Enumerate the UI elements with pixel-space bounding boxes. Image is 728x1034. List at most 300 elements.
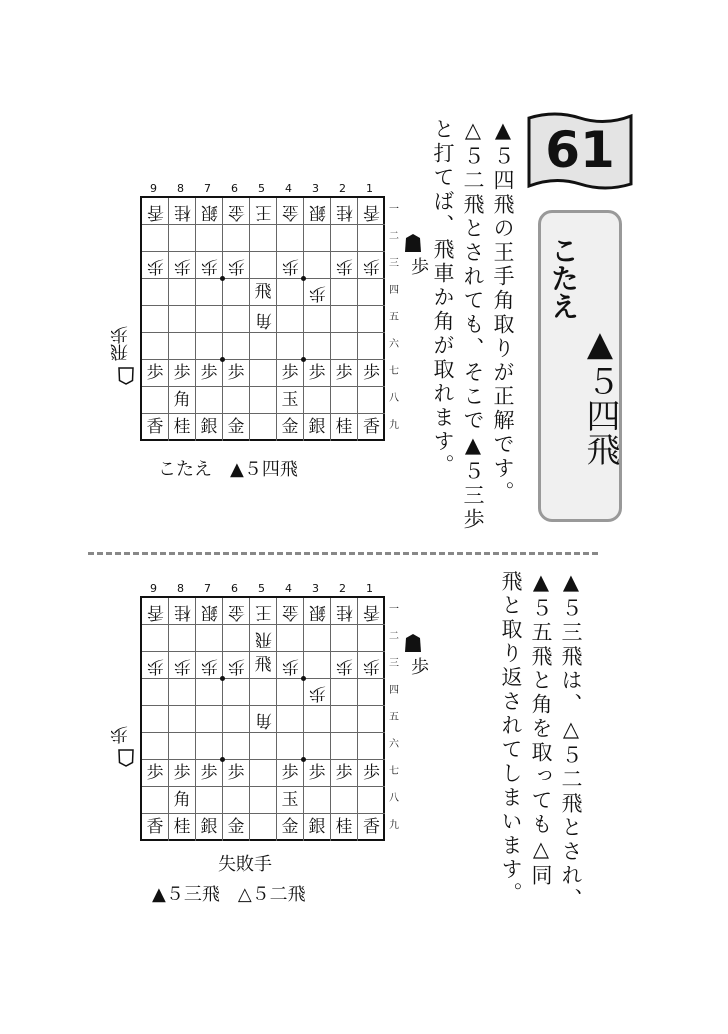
answer-label: こたえ bbox=[547, 236, 580, 320]
gote-hand-pieces: 飛歩 bbox=[110, 326, 131, 362]
board-square bbox=[196, 225, 223, 252]
sente-piece: 飛 bbox=[254, 655, 272, 675]
board-square bbox=[196, 387, 223, 414]
board-square bbox=[277, 306, 304, 333]
column-number: 4 bbox=[285, 582, 292, 595]
column-number: 6 bbox=[231, 582, 238, 595]
gote-piece: 銀 bbox=[200, 602, 218, 622]
board-square bbox=[169, 198, 196, 225]
gote-piece: 歩 bbox=[146, 656, 164, 676]
board-square bbox=[304, 625, 331, 652]
board-square bbox=[277, 733, 304, 760]
gote-piece: 歩 bbox=[308, 283, 326, 303]
gote-hand bbox=[112, 326, 134, 385]
board-square bbox=[196, 733, 223, 760]
board-square bbox=[142, 225, 169, 252]
board-square bbox=[169, 760, 196, 787]
board-square bbox=[142, 306, 169, 333]
board-square bbox=[250, 733, 277, 760]
board-square bbox=[169, 652, 196, 679]
bottom-explanation-line-1: ▲５三飛は、△５二飛とされ、 bbox=[559, 570, 583, 912]
gote-piece: 歩 bbox=[173, 256, 191, 276]
board-square bbox=[196, 787, 223, 814]
gote-piece: 桂 bbox=[335, 202, 353, 222]
sente-piece: 金 bbox=[281, 417, 299, 437]
sente-piece: 歩 bbox=[308, 363, 326, 383]
gote-piece: 歩 bbox=[173, 656, 191, 676]
board-square bbox=[358, 652, 385, 679]
board-square bbox=[358, 706, 385, 733]
board-square bbox=[304, 814, 331, 841]
sente-piece: 歩 bbox=[363, 363, 380, 383]
board-square bbox=[196, 760, 223, 787]
board-square bbox=[250, 625, 277, 652]
board-square bbox=[304, 787, 331, 814]
board-square bbox=[277, 652, 304, 679]
sente-piece: 角 bbox=[173, 390, 191, 410]
board-square bbox=[331, 333, 358, 360]
row-number: 一 bbox=[389, 604, 399, 615]
gote-piece: 金 bbox=[227, 202, 245, 222]
sente-piece: 歩 bbox=[227, 763, 245, 783]
row-number: 七 bbox=[389, 366, 399, 377]
sente-hand-pieces: 歩 bbox=[408, 657, 429, 675]
board-square bbox=[169, 814, 196, 841]
row-number: 九 bbox=[389, 420, 399, 431]
gote-piece-icon bbox=[118, 367, 134, 385]
sente-hand bbox=[405, 634, 427, 675]
sente-piece: 歩 bbox=[335, 763, 353, 783]
board-star-point bbox=[301, 357, 306, 362]
board-square bbox=[142, 333, 169, 360]
sente-piece: 歩 bbox=[200, 763, 218, 783]
gote-piece: 飛 bbox=[254, 629, 272, 649]
board-star-point bbox=[220, 357, 225, 362]
board-square bbox=[196, 306, 223, 333]
board-square bbox=[196, 360, 223, 387]
board-square bbox=[196, 625, 223, 652]
sente-piece: 金 bbox=[227, 417, 245, 437]
board-square bbox=[304, 679, 331, 706]
board-square bbox=[196, 679, 223, 706]
board-square bbox=[142, 279, 169, 306]
gote-piece-icon bbox=[118, 749, 134, 767]
board-square bbox=[250, 652, 277, 679]
sente-piece: 香 bbox=[146, 817, 164, 837]
board-square bbox=[277, 225, 304, 252]
board-square bbox=[304, 252, 331, 279]
sente-piece: 金 bbox=[281, 817, 299, 837]
gote-piece: 桂 bbox=[173, 202, 191, 222]
gote-hand bbox=[112, 726, 134, 767]
board-square bbox=[169, 306, 196, 333]
column-number: 2 bbox=[339, 182, 346, 195]
board-square bbox=[196, 706, 223, 733]
column-number: 3 bbox=[312, 582, 319, 595]
board-square bbox=[250, 198, 277, 225]
board-square bbox=[358, 733, 385, 760]
board-square bbox=[223, 760, 250, 787]
sente-piece-icon bbox=[405, 634, 421, 652]
board-square bbox=[250, 706, 277, 733]
board-square bbox=[169, 225, 196, 252]
board-square bbox=[331, 652, 358, 679]
row-number: 八 bbox=[389, 393, 399, 404]
board-square bbox=[277, 706, 304, 733]
board-square bbox=[331, 814, 358, 841]
board-square bbox=[169, 279, 196, 306]
board-star-point bbox=[301, 676, 306, 681]
board-square bbox=[250, 598, 277, 625]
column-number: 5 bbox=[258, 582, 265, 595]
sente-piece: 桂 bbox=[173, 817, 191, 837]
board-square bbox=[196, 279, 223, 306]
board-square bbox=[196, 198, 223, 225]
sente-piece: 歩 bbox=[335, 363, 353, 383]
board-square bbox=[277, 787, 304, 814]
board-square bbox=[196, 598, 223, 625]
board-square bbox=[142, 787, 169, 814]
gote-piece: 歩 bbox=[200, 656, 218, 676]
row-number: 六 bbox=[389, 339, 399, 350]
board-square bbox=[304, 733, 331, 760]
row-number: 三 bbox=[389, 658, 399, 669]
board-square bbox=[223, 706, 250, 733]
board-square bbox=[331, 706, 358, 733]
sente-piece: 歩 bbox=[200, 363, 218, 383]
row-number: 二 bbox=[389, 631, 399, 642]
failure-board-diagram bbox=[110, 582, 429, 842]
board-square bbox=[142, 387, 169, 414]
gote-piece: 銀 bbox=[308, 202, 326, 222]
board-square bbox=[142, 760, 169, 787]
gote-piece: 銀 bbox=[200, 202, 218, 222]
board-square bbox=[223, 652, 250, 679]
shogi-board bbox=[140, 196, 385, 441]
board-square bbox=[250, 679, 277, 706]
top-explanation-line-3: と打てば、飛車か角が取れます。 bbox=[431, 118, 455, 478]
board-square bbox=[250, 333, 277, 360]
gote-piece: 銀 bbox=[308, 602, 326, 622]
board-square bbox=[142, 814, 169, 841]
board-star-point bbox=[301, 757, 306, 762]
board-square bbox=[358, 360, 385, 387]
board-square bbox=[142, 414, 169, 441]
board-square bbox=[142, 652, 169, 679]
sente-piece: 角 bbox=[173, 790, 191, 810]
board-square bbox=[196, 652, 223, 679]
board-square bbox=[250, 279, 277, 306]
board-square bbox=[304, 198, 331, 225]
sente-piece: 香 bbox=[146, 417, 164, 437]
board-square bbox=[331, 733, 358, 760]
problem-number: 61 bbox=[545, 121, 615, 179]
board-square bbox=[358, 306, 385, 333]
board-square bbox=[223, 225, 250, 252]
gote-piece: 角 bbox=[254, 310, 272, 330]
gote-piece: 歩 bbox=[363, 256, 380, 276]
board-square bbox=[358, 333, 385, 360]
board-star-point bbox=[220, 276, 225, 281]
board-square bbox=[277, 279, 304, 306]
row-number: 五 bbox=[389, 712, 399, 723]
board-square bbox=[331, 252, 358, 279]
row-number: 四 bbox=[389, 685, 399, 696]
board-square bbox=[223, 625, 250, 652]
column-number: 5 bbox=[258, 182, 265, 195]
board-square bbox=[142, 198, 169, 225]
gote-piece: 王 bbox=[254, 202, 272, 222]
board-square bbox=[196, 252, 223, 279]
board-square bbox=[277, 625, 304, 652]
row-number: 四 bbox=[389, 285, 399, 296]
column-number: 7 bbox=[204, 582, 211, 595]
board-star-point bbox=[301, 276, 306, 281]
board-square bbox=[250, 225, 277, 252]
board-square bbox=[304, 414, 331, 441]
board-square bbox=[304, 225, 331, 252]
row-number: 三 bbox=[389, 258, 399, 269]
board-square bbox=[196, 333, 223, 360]
board-square bbox=[331, 387, 358, 414]
board-square bbox=[331, 598, 358, 625]
board-square bbox=[223, 414, 250, 441]
sente-piece: 歩 bbox=[146, 763, 164, 783]
sente-piece: 香 bbox=[363, 417, 380, 437]
board-square bbox=[250, 814, 277, 841]
board-square bbox=[358, 760, 385, 787]
column-number: 3 bbox=[312, 182, 319, 195]
sente-piece: 桂 bbox=[173, 417, 191, 437]
sente-piece: 歩 bbox=[227, 363, 245, 383]
bottom-explanation-line-2: ▲５五飛と角を取っても△同 bbox=[529, 570, 553, 888]
sente-piece: 歩 bbox=[308, 763, 326, 783]
board-square bbox=[331, 279, 358, 306]
sente-piece: 歩 bbox=[281, 763, 299, 783]
row-number: 七 bbox=[389, 766, 399, 777]
board-square bbox=[331, 306, 358, 333]
gote-piece: 歩 bbox=[363, 656, 380, 676]
sente-piece: 銀 bbox=[308, 417, 326, 437]
board-square bbox=[223, 360, 250, 387]
board-square bbox=[142, 733, 169, 760]
gote-piece: 歩 bbox=[335, 656, 353, 676]
row-number: 六 bbox=[389, 739, 399, 750]
sente-piece: 金 bbox=[227, 817, 245, 837]
column-number: 1 bbox=[366, 582, 373, 595]
board-square bbox=[277, 252, 304, 279]
board-square bbox=[223, 333, 250, 360]
sente-piece: 歩 bbox=[173, 763, 191, 783]
sente-piece: 銀 bbox=[200, 417, 218, 437]
board-square bbox=[223, 306, 250, 333]
row-number: 二 bbox=[389, 231, 399, 242]
board-square bbox=[169, 706, 196, 733]
board-square bbox=[277, 760, 304, 787]
gote-piece: 桂 bbox=[173, 602, 191, 622]
board-square bbox=[250, 360, 277, 387]
board-square bbox=[331, 225, 358, 252]
board-square bbox=[169, 733, 196, 760]
gote-piece: 王 bbox=[254, 602, 272, 622]
gote-piece: 歩 bbox=[308, 683, 326, 703]
board-square bbox=[169, 598, 196, 625]
row-number: 五 bbox=[389, 312, 399, 323]
row-number: 八 bbox=[389, 793, 399, 804]
column-number: 4 bbox=[285, 182, 292, 195]
gote-piece: 角 bbox=[254, 710, 272, 730]
board-square bbox=[250, 252, 277, 279]
board-square bbox=[331, 360, 358, 387]
board-square bbox=[169, 414, 196, 441]
board-square bbox=[358, 679, 385, 706]
section-divider bbox=[88, 552, 598, 555]
board-square bbox=[358, 787, 385, 814]
bottom-explanation-line-3: 飛と取り返されてしまいます。 bbox=[499, 570, 523, 906]
sente-piece-icon bbox=[405, 234, 421, 252]
board-square bbox=[223, 733, 250, 760]
gote-piece: 金 bbox=[281, 602, 299, 622]
gote-piece: 歩 bbox=[281, 656, 299, 676]
sente-piece: 歩 bbox=[281, 363, 299, 383]
answer-board-diagram bbox=[110, 182, 429, 442]
board-square bbox=[169, 625, 196, 652]
column-number: 6 bbox=[231, 182, 238, 195]
board-square bbox=[169, 333, 196, 360]
sente-piece: 飛 bbox=[254, 282, 272, 302]
board-square bbox=[277, 333, 304, 360]
board-square bbox=[223, 598, 250, 625]
gote-piece: 歩 bbox=[227, 656, 245, 676]
board-square bbox=[304, 598, 331, 625]
board-square bbox=[358, 414, 385, 441]
board-square bbox=[358, 598, 385, 625]
board-square bbox=[250, 306, 277, 333]
board-square bbox=[277, 598, 304, 625]
board-square bbox=[277, 198, 304, 225]
sente-hand-pieces: 歩 bbox=[408, 257, 429, 275]
board-square bbox=[250, 387, 277, 414]
board-square bbox=[250, 414, 277, 441]
board-square bbox=[304, 387, 331, 414]
board-square bbox=[250, 787, 277, 814]
sente-piece: 銀 bbox=[308, 817, 326, 837]
board-square bbox=[331, 625, 358, 652]
board-square bbox=[169, 787, 196, 814]
board-square bbox=[358, 625, 385, 652]
column-number: 9 bbox=[150, 582, 157, 595]
board-square bbox=[169, 252, 196, 279]
gote-piece: 香 bbox=[146, 202, 164, 222]
gote-piece: 香 bbox=[363, 602, 380, 622]
board-square bbox=[142, 679, 169, 706]
answer-board-caption: こたえ ▲５四飛 bbox=[158, 459, 298, 480]
sente-piece: 玉 bbox=[281, 790, 299, 810]
board-square bbox=[277, 360, 304, 387]
sente-piece: 桂 bbox=[335, 417, 353, 437]
gote-piece: 香 bbox=[363, 202, 380, 222]
board-square bbox=[304, 706, 331, 733]
board-square bbox=[277, 679, 304, 706]
board-square bbox=[304, 279, 331, 306]
gote-piece: 歩 bbox=[335, 256, 353, 276]
sente-piece: 銀 bbox=[200, 817, 218, 837]
top-explanation-line-2: △５二飛とされても、そこで▲５三歩 bbox=[461, 118, 485, 532]
board-square bbox=[142, 598, 169, 625]
board-square bbox=[304, 760, 331, 787]
board-square bbox=[196, 414, 223, 441]
sente-piece: 歩 bbox=[146, 363, 164, 383]
board-square bbox=[223, 279, 250, 306]
board-square bbox=[277, 387, 304, 414]
board-star-point bbox=[220, 757, 225, 762]
board-square bbox=[331, 414, 358, 441]
failure-caption-title: 失敗手 bbox=[218, 854, 272, 875]
board-square bbox=[277, 414, 304, 441]
gote-piece: 金 bbox=[227, 602, 245, 622]
shogi-board bbox=[140, 596, 385, 841]
column-number: 8 bbox=[177, 582, 184, 595]
board-square bbox=[358, 387, 385, 414]
sente-piece: 歩 bbox=[173, 363, 191, 383]
board-square bbox=[223, 814, 250, 841]
board-square bbox=[304, 333, 331, 360]
column-number: 7 bbox=[204, 182, 211, 195]
board-square bbox=[331, 198, 358, 225]
board-square bbox=[223, 679, 250, 706]
gote-piece: 香 bbox=[146, 602, 164, 622]
top-explanation-line-1: ▲５四飛の王手角取りが正解です。 bbox=[491, 118, 515, 505]
column-number: 1 bbox=[366, 182, 373, 195]
board-square bbox=[358, 225, 385, 252]
gote-piece: 金 bbox=[281, 202, 299, 222]
board-square bbox=[169, 387, 196, 414]
gote-piece: 歩 bbox=[146, 256, 164, 276]
board-square bbox=[358, 279, 385, 306]
board-square bbox=[223, 387, 250, 414]
board-square bbox=[223, 787, 250, 814]
sente-hand bbox=[405, 234, 427, 275]
board-square bbox=[142, 360, 169, 387]
board-square bbox=[331, 679, 358, 706]
sente-piece: 香 bbox=[363, 817, 380, 837]
board-square bbox=[358, 198, 385, 225]
board-square bbox=[358, 252, 385, 279]
board-square bbox=[142, 706, 169, 733]
board-square bbox=[169, 679, 196, 706]
column-number: 9 bbox=[150, 182, 157, 195]
gote-piece: 歩 bbox=[227, 256, 245, 276]
answer-move: ▲５四飛 bbox=[580, 324, 620, 466]
board-square bbox=[304, 306, 331, 333]
sente-piece: 桂 bbox=[335, 817, 353, 837]
column-number: 8 bbox=[177, 182, 184, 195]
row-number: 九 bbox=[389, 820, 399, 831]
board-square bbox=[223, 252, 250, 279]
sente-piece: 玉 bbox=[281, 390, 299, 410]
board-square bbox=[142, 252, 169, 279]
board-square bbox=[250, 760, 277, 787]
board-square bbox=[223, 198, 250, 225]
board-square bbox=[304, 360, 331, 387]
board-square bbox=[304, 652, 331, 679]
board-square bbox=[358, 814, 385, 841]
gote-piece: 歩 bbox=[200, 256, 218, 276]
board-square bbox=[142, 625, 169, 652]
board-square bbox=[331, 760, 358, 787]
board-square bbox=[331, 787, 358, 814]
board-square bbox=[196, 814, 223, 841]
